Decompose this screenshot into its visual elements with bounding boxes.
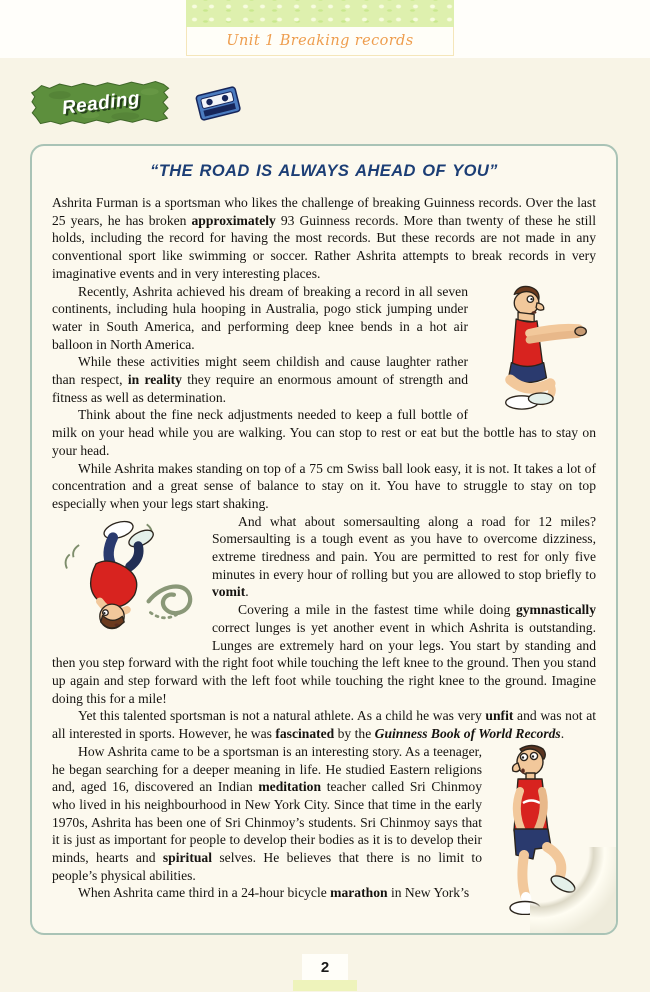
text-segment: and was not at all interested in sports. However, he was — [52, 708, 597, 742]
bold-term: fascinated — [275, 726, 335, 742]
bold-term: spiritual — [162, 850, 212, 866]
bold-term: approximately — [191, 212, 276, 228]
bold-term: gymnastically — [515, 602, 596, 618]
unit-header-band — [186, 0, 454, 27]
article-box — [30, 144, 618, 935]
paragraph-8 — [52, 707, 596, 742]
bold-term: vomit — [212, 584, 246, 600]
text-segment: teacher called Sri Chinmoy who lived in his neighbourhood in New York City. Since that time in the early 1970s, Ashrita has been one of Sri Chinmoy’s students. Sri Chinmoy says that it is just as important for people to develop their bodies as it is to develop their minds, hearts and — [52, 779, 482, 866]
footer-strip — [293, 980, 357, 991]
article-title: “THE ROAD IS ALWAYS AHEAD OF YOU” — [150, 162, 498, 180]
text-segment: . — [245, 584, 249, 600]
text-segment: by the — [334, 726, 375, 742]
page-number: 2 — [302, 954, 348, 980]
unit-title: Unit 1 Breaking records — [226, 33, 414, 49]
page-curl — [530, 847, 616, 933]
text-segment: Recently, Ashrita achieved his dream of breaking a record in all seven continents, including hula hooping in Australia, pogo stick jumping under water in South America, and performing deep knee bends in a hot air balloon in North America. — [52, 283, 468, 352]
book-title: Guinness Book of World Records — [374, 726, 561, 742]
unit-title-box — [186, 27, 454, 56]
cassette-icon — [194, 84, 242, 122]
text-segment: How Ashrita came to be a sportsman is an interesting story. As a teenager, he began searching for a deeper meaning in life. He studied Eastern religions and, aged 16, discovered an Indian — [52, 743, 482, 795]
text-segment: . — [560, 726, 565, 742]
bold-term: in reality — [127, 372, 182, 388]
reading-section-badge — [29, 79, 172, 128]
bold-term: unfit — [485, 708, 514, 724]
text-segment: Covering a mile in the fastest time while doing — [238, 602, 516, 618]
page-footer — [0, 954, 650, 991]
text-segment: While Ashrita makes standing on top of a 75 cm Swiss ball look easy, it is not. It takes a lot of concentration and a great sense of balance to stay on it. You have to struggle to stay on top especially when your legs start shaking. — [52, 460, 596, 511]
text-segment: 93 Guinness records. More than twenty of these he still holds, including the record for having the most records. But these records are not made in any conventional sport like swimming or soccer. Rather Ashrita attempts to break records in very imaginative events and in very interesting places. — [52, 212, 596, 281]
text-segment: While these activities might seem childish and cause laughter rather than respect, — [52, 354, 468, 388]
bold-term: meditation — [258, 779, 322, 795]
somersault-illustration — [52, 515, 202, 637]
text-segment: Yet this talented sportsman is not a natural athlete. As a child he was very — [78, 708, 486, 724]
text-segment: When Ashrita came third in a 24-hour bicycle — [78, 885, 331, 901]
text-segment: correct lunges is yet another event in which Ashrita is outstanding. Lunges are extremely hard on your legs. You start by standing and then you step forward with the right foot while touching the left knee to the ground. Then you stand up again and step forward with the left foot while touching the right knee to the ground. Imagine doing this for a mile! — [52, 619, 596, 706]
paragraph-5 — [52, 460, 596, 513]
deep-knee-bends-illustration — [478, 283, 596, 411]
paragraph-1 — [52, 194, 596, 283]
text-segment: they require an enormous amount of strength and fitness as well as determination. — [52, 372, 468, 405]
reading-label: Reading — [60, 87, 142, 119]
text-segment: Think about the fine neck adjustments needed to keep a full bottle of milk on your head while you are walking. You can stop to rest or eat but the bottle has to stay on your head. — [52, 407, 596, 458]
text-segment: And what about somersaulting along a road for 12 miles? Somersaulting is a tough event as you have to overcome dizziness, extreme tiredness and pain. You are permitted to rest for only five minutes in every hour of rolling but you are allowed to stop briefly to — [212, 513, 596, 582]
text-segment: selves. He believes that there is no limit to people’s physical abilities. — [52, 850, 482, 883]
text-segment: Ashrita Furman is a sportsman who likes the challenge of breaking Guinness records. Over the last 25 years, he has broken — [52, 195, 596, 228]
paragraph-4 — [52, 406, 596, 459]
bold-term: marathon — [330, 885, 388, 901]
text-segment: in New York’s — [387, 885, 470, 901]
